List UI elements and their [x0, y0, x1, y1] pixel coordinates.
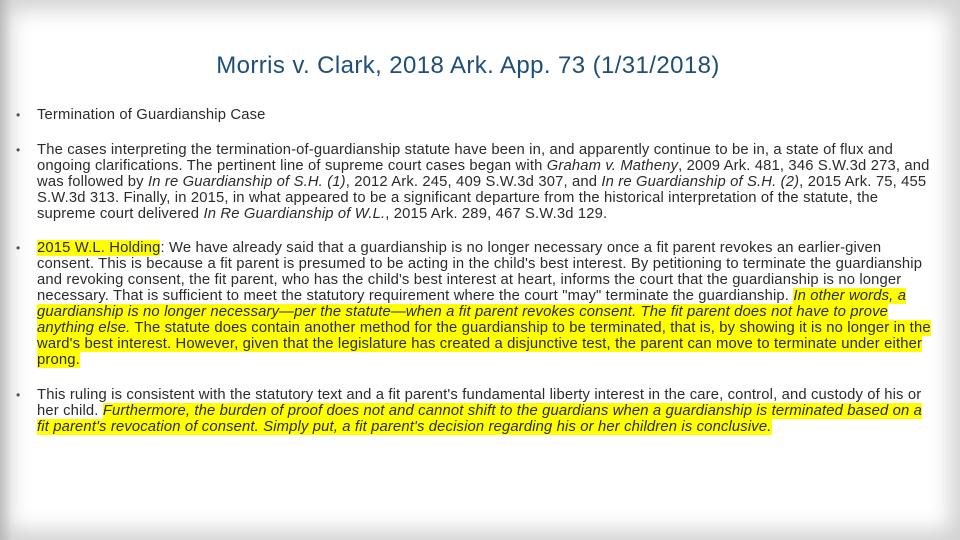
bullet-text: Termination of Guardianship Case: [37, 107, 266, 123]
slide-title: Morris v. Clark, 2018 Ark. App. 73 (1/31/2018): [216, 52, 720, 79]
bullet-dot-icon: •: [16, 387, 21, 402]
bullet-text-part: The cases interpreting the termination-of-guardianship statute have been in, and apparently continue to be in, a state of flux and ongoing clarifications. The pertinent line of supreme court cases began with: [37, 141, 894, 174]
bullet-wl-holding: [14, 241, 938, 368]
bullet-text-part: , 2015 Ark. 75, 455 S.W.3d 313. Finally, in 2015, in what appeared to be a significant departure from the historical interpretation of the statute, the supreme court delivered: [37, 173, 927, 222]
slide-body: [14, 108, 938, 435]
bullet-text-part: : We have already said that a guardianship is no longer necessary once a fit parent revokes an earlier-given consent. This is because a fit parent is presumed to be acting in the child's best interest. By petitioning to terminate the guardianship and revoking consent, the fit parent, who has the child's best interest at heart, informs the court that the guardianship is no longer necessary. That is sufficient to meet the statutory requirement where the court "may" terminate the guardianship.: [37, 240, 923, 305]
case-citation: Graham v. Matheny: [546, 157, 679, 174]
bullet-dot-icon: •: [16, 142, 21, 157]
bullet-termination-of-guardianship: [14, 108, 938, 124]
bullet-ruling-consistency: [14, 388, 938, 436]
highlighted-heading: 2015 W.L. Holding: [37, 240, 161, 257]
bullet-dot-icon: •: [16, 241, 21, 256]
case-citation: In re Guardianship of S.H. (2): [601, 173, 800, 190]
highlighted-italic-text: Furthermore, the burden of proof does not and cannot shift to the guardians when a guardianship is terminated based on a fit parent's revocation of consent. Simply put, a fit parent's decision regarding his or her children is conclusive.: [37, 402, 923, 435]
bullet-text-part: , 2012 Ark. 245, 409 S.W.3d 307, and: [345, 173, 602, 190]
bullet-text-part: , 2015 Ark. 289, 467 S.W.3d 129.: [385, 205, 608, 222]
case-citation: In Re Guardianship of W.L.: [203, 205, 386, 222]
highlighted-text: The statute does contain another method for the guardianship to be terminated, that is, by showing it is no longer in the ward's best interest. However, given that the legislature has created a disjunctive test, the parent can move to terminate under either prong.: [37, 319, 931, 368]
case-citation: In re Guardianship of S.H. (1): [147, 173, 346, 190]
bullet-dot-icon: •: [16, 108, 21, 122]
bullet-text-part: This ruling is consistent with the statutory text and a fit parent's fundamental liberty interest in the care, control, and custody of his or her child.: [37, 386, 922, 419]
highlighted-italic-text: In other words, a guardianship is no longer necessary—per the statute—when a fit parent revokes consent. The fit parent does not have to prove anything else.: [37, 288, 907, 336]
bullet-case-history: [14, 143, 938, 223]
slide-edge-shadow: [0, 0, 12, 540]
bullet-text-part: , 2009 Ark. 481, 346 S.W.3d 273, and was followed by: [37, 157, 930, 190]
